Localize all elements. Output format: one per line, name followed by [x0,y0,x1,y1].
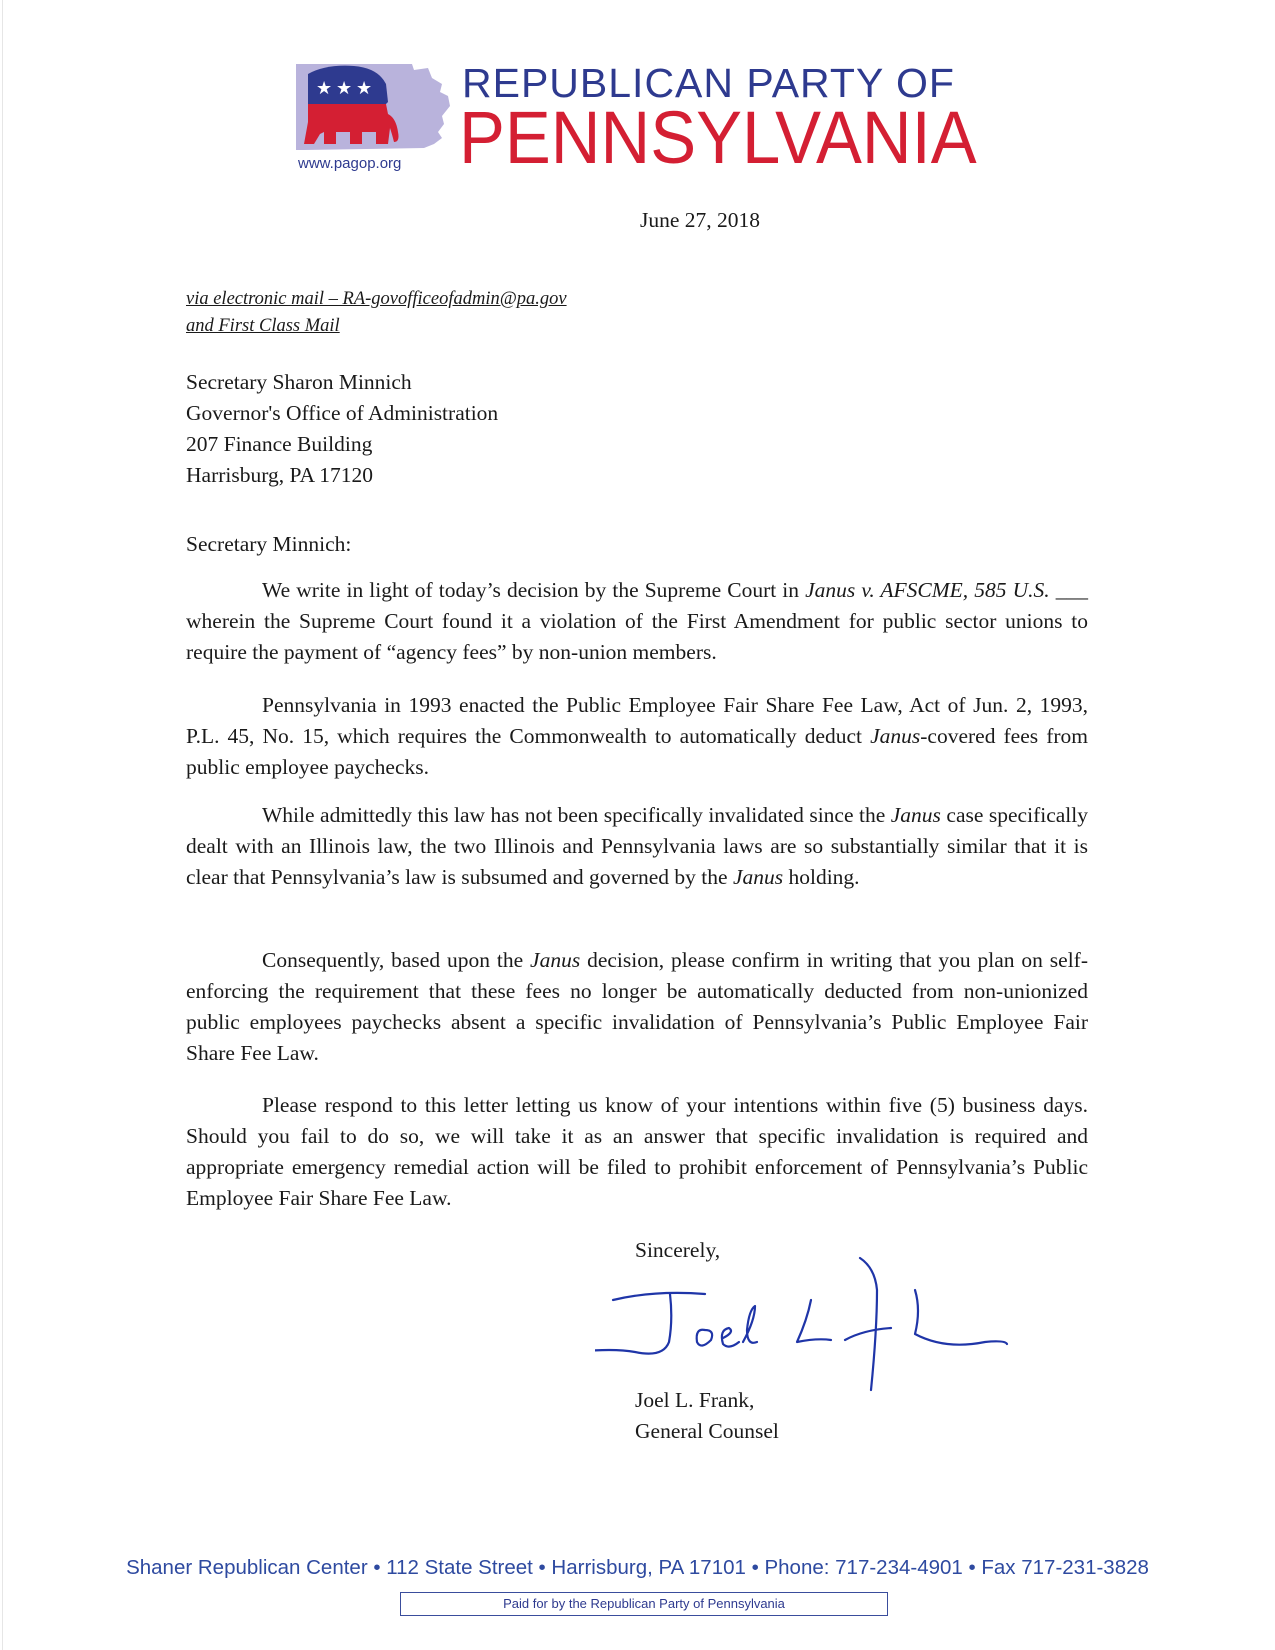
p3-text-b: case specifically dealt with an Illinois law, the two Illinois and Pennsylvania laws are so substantially similar that it is clear that Pennsylvania’s law is subsumed and governed by the [186,803,1088,889]
janus-term: Janus [890,803,941,827]
janus-term: Janus [732,865,784,889]
p4-text-b: decision, please confirm in writing that you plan on self-enforcing the requirement that these fees no longer be automatically deducted from non-unionized public employees paychecks absent a specific invalidation of Pennsylvania’s Public Employee Fair Share Fee Law. [186,948,1089,1065]
janus-term: Janus [530,948,581,972]
paragraph-3 [186,800,1088,893]
p3-text-c: holding. [783,865,860,889]
delivery-line-email[interactable]: via electronic mail – RA-govofficeofadmin@pa.gov [186,289,567,309]
paragraph-1 [186,575,1088,668]
paid-for-disclaimer: Paid for by the Republican Party of Pennsylvania [400,1592,888,1616]
p1-text-a: We write in light of today’s decision by the Supreme Court in [262,578,806,602]
salutation: Secretary Minnich: [186,532,352,556]
footer-address: Shaner Republican Center • 112 State Street • Harrisburg, PA 17101 • Phone: 717-234-4901 • Fax 717-231-3828 [126,1556,1149,1579]
signer-name: Joel L. Frank, [635,1388,755,1412]
recipient-city: Harrisburg, PA 17120 [186,463,373,487]
signer-title: General Counsel [635,1419,779,1443]
p1-text-b: wherein the Supreme Court found it a violation of the First Amendment for public sector unions to require the payment of “agency fees” by non-union members. [186,609,1088,664]
party-name-line1: REPUBLICAN PARTY OF [462,60,955,106]
p3-text-a: While admittedly this law has not been specifically invalidated since the [262,803,891,827]
p2-text-a: Pennsylvania in 1993 enacted the Public Employee Fair Share Fee Law, Act of Jun. 2, 1993, P.L. 45, No. 15, which requires the Commonwealth to automatically deduct [186,693,1088,748]
recipient-name: Secretary Sharon Minnich [186,370,412,394]
closing: Sincerely, [635,1238,721,1262]
party-name-line2: PENNSYLVANIA [459,96,977,179]
svg-text:★: ★ [336,78,353,99]
letter-date: June 27, 2018 [640,208,761,232]
p2-text-b: -covered fees from public employee paychecks. [186,724,1088,779]
delivery-method [186,286,567,340]
website-link[interactable]: www.pagop.org [298,155,402,172]
recipient-street: 207 Finance Building [186,432,373,456]
janus-term: Janus [870,724,921,748]
delivery-line-mail: and First Class Mail [186,316,340,336]
handwritten-signature [595,1250,1055,1400]
p5-text-a: Please respond to this letter letting us know of your intentions within five (5) business days. Should you fail to do so, we will take it as an answer that specific invalidation is required and appropriate emergency remedial action will be filed to prohibit enforcement of Pennsylvania’s Public Employee Fair Share Fee Law. [186,1093,1088,1210]
recipient-address [186,367,498,491]
page-edge [2,0,3,1650]
paragraph-2 [186,690,1088,783]
svg-text:★: ★ [356,78,373,99]
svg-text:★: ★ [316,78,333,99]
signer-block [635,1385,779,1447]
paragraph-5 [186,1090,1088,1214]
case-citation: Janus v. AFSCME, 585 U.S. ___ [805,578,1088,602]
recipient-office: Governor's Office of Administration [186,401,499,425]
p4-text-a: Consequently, based upon the [262,948,531,972]
paragraph-4 [186,945,1088,1069]
